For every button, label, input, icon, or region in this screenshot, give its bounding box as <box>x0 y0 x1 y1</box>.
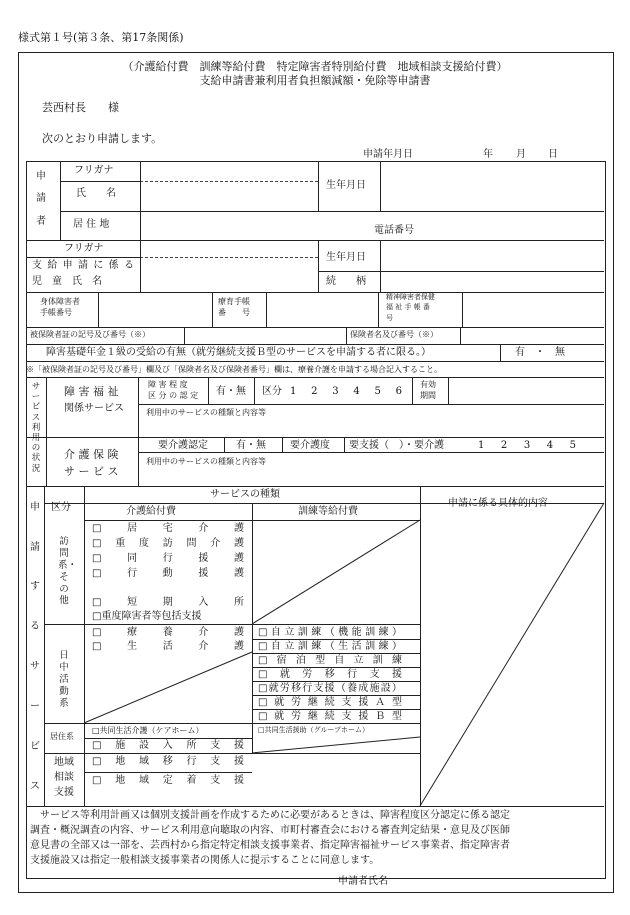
level-5[interactable]: 5 <box>374 386 381 397</box>
home-item-2[interactable]: □ 重 度 訪 問 介 護 <box>92 538 244 549</box>
services-side-3: す <box>30 581 40 592</box>
mental-handbook-3: 号 <box>386 314 393 322</box>
care-level-2[interactable]: 2 <box>500 440 508 451</box>
care-level-1[interactable]: 1 <box>478 440 485 451</box>
services-side-7: ビ <box>30 741 40 752</box>
form-note: ※「被保険者証の記号及び番号」欄及び「保険者名及び保険者番号」欄は、療養介護を申請する場合記入すること。 <box>26 365 442 374</box>
care-level-label: 要介護度 <box>290 440 330 451</box>
care-cert-label: 要介護認定 <box>158 440 208 451</box>
level-4[interactable]: 4 <box>353 386 360 397</box>
care-label-1: 介 護 保 険 <box>64 448 119 461</box>
care-level-3[interactable]: 3 <box>523 440 531 451</box>
title-line-1: （介護給付費 訓練等給付費 特定障害者特別給付費 地域相談支援給付費） <box>122 60 508 73</box>
care-usage-label: 利用中のサービスの種類と内容等 <box>146 457 266 466</box>
home-item-6[interactable]: □重度障害者等包括支援 <box>92 611 202 622</box>
signature-label: 申請者氏名 <box>338 876 388 887</box>
form-number: 様式第１号(第３条、第17条関係) <box>18 31 184 44</box>
home-item-3[interactable]: □ 同 行 援 護 <box>92 553 244 564</box>
addressee: 芸西村長 様 <box>42 101 119 114</box>
rule <box>252 709 420 710</box>
services-side-6: ー <box>30 701 40 712</box>
welfare-label-2: 関係サービス <box>64 403 124 414</box>
day-group-label: 日中活動系 <box>59 650 69 709</box>
day-training-item-2[interactable]: □ 自 立 訓 練 （ 生 活 訓 練 ） <box>258 641 402 652</box>
care-yes-no: 有・無 <box>236 440 266 451</box>
rule <box>252 681 420 682</box>
services-side-2: 請 <box>30 542 40 553</box>
child-relation-label: 続 柄 <box>326 276 366 287</box>
community-group-2: 相談 <box>54 772 74 783</box>
home-item-1[interactable]: □ 居 宅 介 護 <box>92 523 244 534</box>
strike-residence-training <box>252 737 420 753</box>
level-1[interactable]: 1 <box>290 386 297 397</box>
residence-care-item-2[interactable]: □ 施 設 入 所 支 援 <box>92 740 244 751</box>
rule <box>84 772 252 773</box>
date-day: 日 <box>548 149 558 160</box>
rule <box>84 738 252 739</box>
child-label-1: 支 給 申 請 に 係 る <box>32 260 134 271</box>
day-training-item-1[interactable]: □ 自 立 訓 練 （ 機 能 訓 練 ） <box>258 627 402 638</box>
insurer-label: 保険者名及び番号（※） <box>350 330 438 339</box>
services-side-1: 申 <box>30 502 40 513</box>
care-level-5[interactable]: 5 <box>569 440 576 451</box>
intro-text: 次のとおり申請します。 <box>42 132 163 145</box>
home-group-label: 訪問系・その他 <box>58 536 78 607</box>
applicant-furigana-label: フリガナ <box>74 165 114 176</box>
category-label: 区分 <box>262 386 282 397</box>
physical-handbook-2: 手帳番号 <box>40 308 72 317</box>
rule <box>252 639 420 640</box>
valid-period-2: 期間 <box>420 391 436 400</box>
valid-period-1: 有効 <box>420 380 436 389</box>
strike-home-training <box>252 520 420 624</box>
day-training-item-6[interactable]: □ 就 労 継 続 支 援 Ａ 型 <box>258 697 402 708</box>
usage-side-label: サービス利用の状況 <box>31 382 41 474</box>
physical-handbook-1: 身体障害者 <box>40 297 80 306</box>
rule <box>252 695 420 696</box>
applicant-side-1: 申 <box>36 171 46 182</box>
date-year: 年 <box>483 149 493 160</box>
level-2[interactable]: 2 <box>311 386 318 397</box>
level-6[interactable]: 6 <box>395 386 402 397</box>
care-benefit-label: 介護給付費 <box>126 506 176 517</box>
home-item-5[interactable]: □ 短 期 入 所 <box>92 597 244 608</box>
pension-question: 障害基礎年金１級の受給の有無（就労継続支援Ｂ型のサービスを申請する者に限る。） <box>46 347 431 358</box>
service-types-label: サービスの種類 <box>210 489 280 500</box>
community-group-3: 支援 <box>54 787 74 798</box>
community-item-2[interactable]: □ 地 域 定 着 支 援 <box>92 775 244 786</box>
residence-training-item-1[interactable]: □共同生活援助（グループホーム） <box>258 726 370 734</box>
support-label: 要支援（ ）・要介護 <box>349 440 444 451</box>
consent-line-2: 調査・概況調査の内容、サービス利用意向聴取の内容、市町村審査会における審査判定結果・意見及び医師 <box>30 825 510 836</box>
services-side-8: ス <box>30 781 40 792</box>
day-care-item-2[interactable]: □ 生 活 介 護 <box>92 641 244 652</box>
applicant-side-2: 請 <box>36 193 46 204</box>
consent-line-3: 意見書の全部又は一部を、芸西村から指定特定相談支援事業者、指定障害福祉サービス事業者、指定障害者 <box>30 840 510 851</box>
care-label-2: サ ー ビ ス <box>64 465 119 478</box>
pension-options: 有 ・ 無 <box>515 347 565 358</box>
details-label: 申請に係る具体的内容 <box>448 498 548 509</box>
residence-care-item-1[interactable]: □共同生活介護（ケアホーム） <box>92 726 204 735</box>
training-benefit-label: 訓練等給付費 <box>298 506 358 517</box>
services-category-label: 区分 <box>51 502 71 513</box>
services-side-4: る <box>30 621 40 632</box>
child-label-2: 児 童 氏 名 <box>32 276 102 287</box>
welfare-usage-label: 利用中のサービスの種類と内容等 <box>146 408 266 417</box>
disability-yes-no: 有・無 <box>216 386 246 397</box>
ryoiku-handbook-2: 番 号 <box>218 308 250 317</box>
consent-line-4: 支援施設又は指定一般相談支援事業者の関係人に提示することに同意します。 <box>30 855 380 866</box>
applicant-name-label: 氏 名 <box>76 188 116 199</box>
consent-line-1: サービス等利用計画又は個別支援計画を作成するために必要があるときは、障害程度区分認定に係る認定 <box>40 810 510 821</box>
level-3[interactable]: 3 <box>332 386 339 397</box>
applicant-phone-label: 電話番号 <box>374 225 414 236</box>
strike-day-care <box>84 652 252 723</box>
community-item-1[interactable]: □ 地 域 移 行 支 援 <box>92 756 244 767</box>
ryoiku-handbook-1: 療育手帳 <box>218 297 250 306</box>
applicant-birth-label: 生年月日 <box>326 180 366 191</box>
child-furigana-label: フリガナ <box>64 243 104 254</box>
day-training-item-4[interactable]: □ 就 労 移 行 支 援 <box>258 669 402 680</box>
residence-group-label: 居住系 <box>50 732 74 741</box>
care-level-4[interactable]: 4 <box>546 440 554 451</box>
disability-level-2: 区 分 の 認 定 <box>148 391 199 400</box>
day-training-item-3[interactable]: □ 宿 泊 型 自 立 訓 練 <box>258 655 402 666</box>
services-side-5: サ <box>30 661 40 672</box>
child-birth-label: 生年月日 <box>326 252 366 263</box>
welfare-label-1: 障 害 福 祉 <box>64 385 119 398</box>
rule <box>252 667 420 668</box>
community-group-1: 地域 <box>54 757 74 768</box>
home-item-4[interactable]: □ 行 動 援 護 <box>92 568 244 579</box>
insurance-cert-label: 被保険者証の記号及び番号（※） <box>30 330 150 339</box>
applicant-address-label: 居 住 地 <box>73 219 110 230</box>
rule <box>252 653 420 654</box>
disability-level-1: 障 害 程 度 <box>148 380 188 389</box>
strike-details <box>420 503 604 806</box>
mental-handbook-2: 福 祉 手 帳 番 <box>386 303 430 311</box>
day-care-item-1[interactable]: □ 療 養 介 護 <box>92 627 244 638</box>
mental-handbook-1: 精神障害者保健 <box>386 293 435 301</box>
application-date-label: 申請年月日 <box>363 149 413 160</box>
date-month: 月 <box>516 149 526 160</box>
day-training-item-5[interactable]: □ 就 労 移 行 支 援 （ 養 成 施 設 ） <box>258 683 402 694</box>
day-training-item-7[interactable]: □ 就 労 継 続 支 援 Ｂ 型 <box>258 711 402 722</box>
title-line-2: 支給申請書兼利用者負担額減額・免除等申請書 <box>199 74 431 87</box>
applicant-side-3: 者 <box>36 216 46 227</box>
